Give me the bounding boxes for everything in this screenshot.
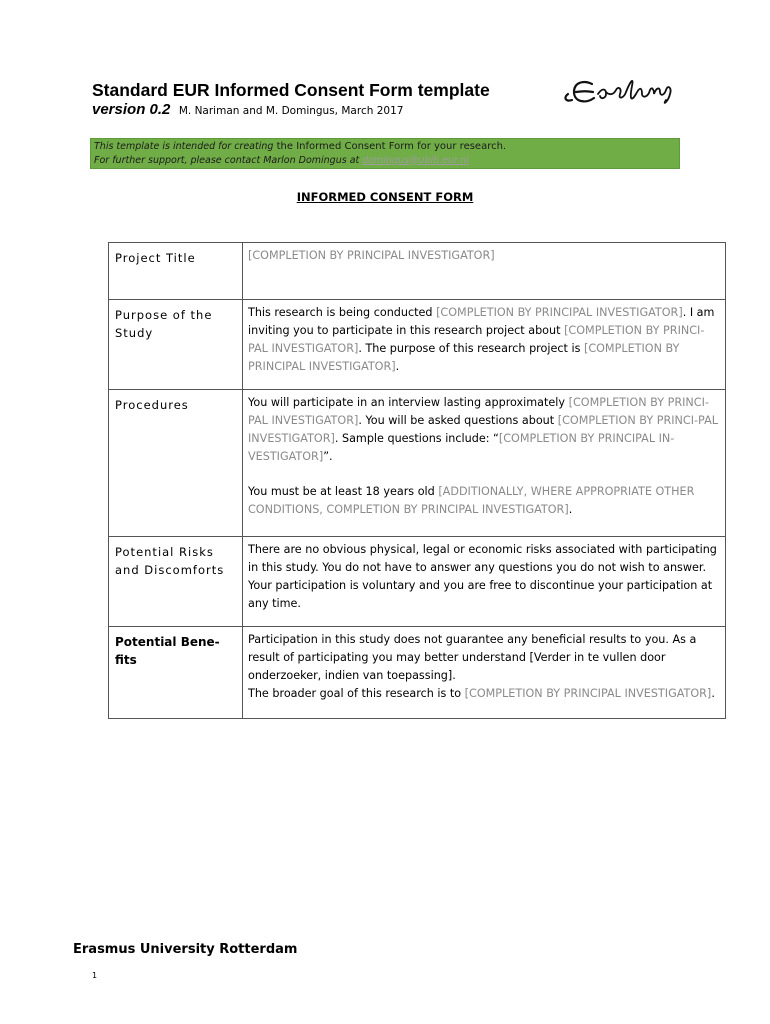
support-email-link[interactable]: domingus@ubib.eur.nl <box>362 154 469 166</box>
table-row <box>109 390 726 537</box>
page-number: 1 <box>92 971 98 980</box>
banner-line-2: For further support, please contact Marlon Domingus at domingus@ubib.eur.nl <box>94 154 469 166</box>
table-row <box>109 627 726 719</box>
table-row <box>109 300 726 390</box>
info-banner <box>90 138 680 169</box>
row-value-purpose: This research is being conducted [COMPLETION BY PRINCIPAL INVESTIGATOR]. I am inviting you to participate in this research project about [COMPLETION BY PRINCI-PAL INVESTIGATOR]. The purpose of this research project is [COMPLETION BY PRINCIPAL INVESTIGATOR]. <box>243 300 726 390</box>
table-row <box>109 537 726 627</box>
row-label-risks: Potential Risks and Discomforts <box>109 537 243 627</box>
footer-university: Erasmus University Rotterdam <box>73 942 298 957</box>
row-value-procedures: You will participate in an interview lasting approximately [COMPLETION BY PRINCI-PAL INVESTIGATOR]. You will be asked questions about [COMPLETION BY PRINCI-PAL INVESTIGATOR]. Sample questions include: “[COMPLETION BY PRINCIPAL IN-VESTIGATOR]”. You must be at least 18 years old [ADDITIONALLY, WHERE APPROPRIATE OTHER CONDITIONS, COMPLETION BY PRINCIPAL INVESTIGATOR]. <box>243 390 726 537</box>
row-label-procedures: Procedures <box>109 390 243 537</box>
version-line <box>92 101 403 119</box>
row-value-risks: There are no obvious physical, legal or economic risks associated with participating in this study. You do not have to answer any questions you do not wish to answer. Your participation is voluntary and you are free to discontinue your participation at any time. <box>243 537 726 627</box>
authors-date: M. Nariman and M. Domingus, March 2017 <box>178 105 404 117</box>
row-label-project-title: Project Title <box>109 243 243 300</box>
erasmus-logo <box>560 72 705 112</box>
consent-form-table <box>108 242 726 719</box>
row-value-project-title: [COMPLETION BY PRINCIPAL INVESTIGATOR] <box>243 243 726 300</box>
banner-line-1: This template is intended for creating the Informed Consent Form for your research. <box>94 141 507 152</box>
document-title: Standard EUR Informed Consent Form template <box>92 80 490 100</box>
svg-text:Erasmus: Erasmus <box>560 112 564 113</box>
row-label-purpose: Purpose of the Study <box>109 300 243 390</box>
table-row <box>109 243 726 300</box>
form-heading: INFORMED CONSENT FORM <box>296 190 474 204</box>
row-label-benefits: Potential Bene-fits <box>109 627 243 719</box>
row-value-benefits: Participation in this study does not guarantee any beneficial results to you. As a result of participating you may better understand [Verder in te vullen door onderzoeker, indien van toepassing]. The broader goal of this research is to [COMPLETION BY PRINCIPAL INVESTIGATOR]. <box>243 627 726 719</box>
version-label: version 0.2 <box>92 101 171 118</box>
